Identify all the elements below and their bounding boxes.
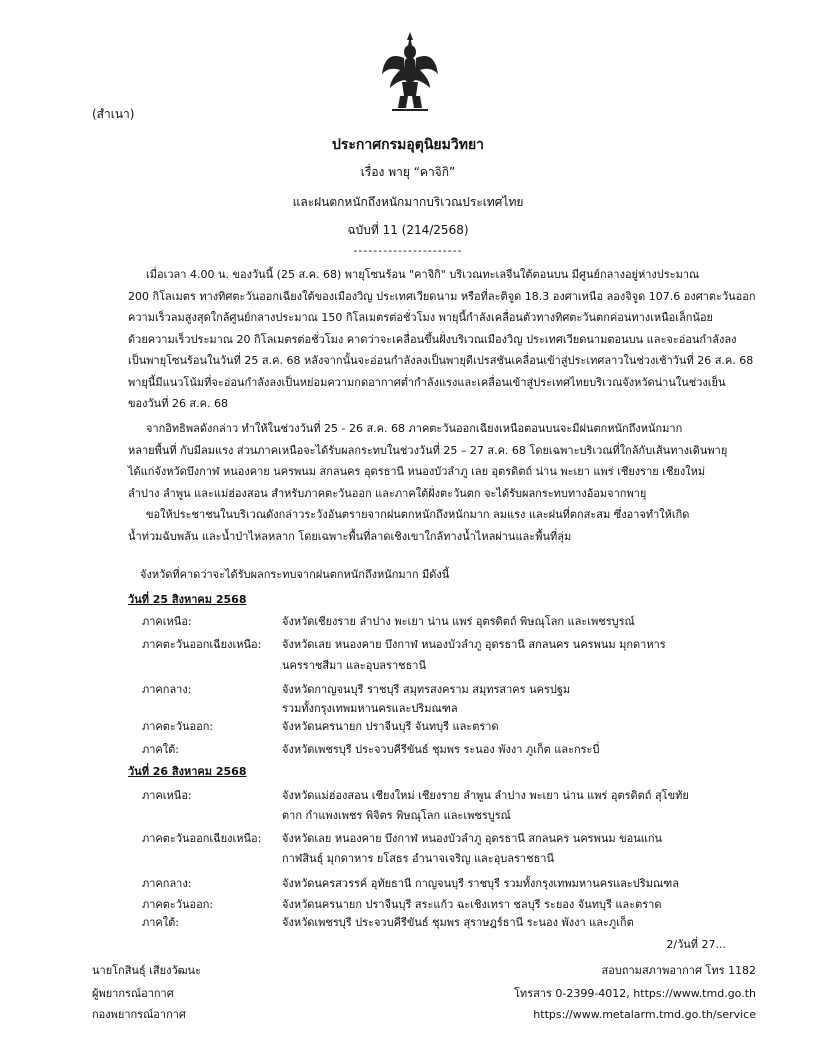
region-provinces: รวมทั้งกรุงเทพมหานครและปริมณฑล [282,702,458,715]
contact-fax-website[interactable]: โทรสาร 0-2399-4012, https://www.tmd.go.th [514,987,756,1000]
para3-line: น้ำท่วมฉับพลัน และน้ำป่าไหลหลาก โดยเฉพาะพื้นที่ลาดเชิงเขาใกล้ทางน้ำไหลผ่านและพื้นที่ลุ่ม [128,529,572,543]
region-provinces: จังหวัดเพชรบุรี ประจวบคีรีขันธ์ ชุมพร สุราษฎร์ธานี ระนอง พังงา และภูเก็ต [282,916,634,929]
header-divider: ---------------------- [353,244,463,257]
para2-line: จากอิทธิพลดังกล่าว ทำให้ในช่วงวันที่ 25 - 26 ส.ค. 68 ภาคตะวันออกเฉียงเหนือตอนบนจะมีฝนตกหนักถึงหนักมาก [146,422,683,435]
region-label: ภาคตะวันออก: [142,720,214,733]
region-label: ภาคตะวันออกเฉียงเหนือ: [142,832,262,845]
document-title: ประกาศกรมอุตุนิยมวิทยา [331,137,485,153]
service-website-link[interactable]: https://www.metalarm.tmd.go.th/service [533,1008,756,1021]
region-label: ภาคกลาง: [142,877,192,890]
day-date: วันที่ 25 สิงหาคม 2568 [128,593,247,606]
region-label: ภาคตะวันออกเฉียงเหนือ: [142,638,262,651]
region-label: ภาคตะวันออก: [142,898,214,911]
para3-line: ขอให้ประชาชนในบริเวณดังกล่าวระวังอันตรายจากฝนตกหนักถึงหนักมาก ลมแรง และฝนที่ตกสะสม ซึ่งอาจทำให้เกิด [146,508,690,521]
paragraph-warning [128,504,728,547]
region-provinces: จังหวัดเพชรบุรี ประจวบคีรีขันธ์ ชุมพร ระนอง พังงา ภูเก็ต และกระบี่ [282,743,600,756]
para1-line: ด้วยความเร็วประมาณ 20 กิโลเมตรต่อชั่วโมง คาดว่าจะเคลื่อนขึ้นฝั่งบริเวณเมืองวิญ ประเทศเวียดนามตอนบน และจะอ่อนกำลังลง [128,332,737,346]
para2-line: ได้แก่จังหวัดบึงกาฬ หนองคาย นครพนม สกลนคร อุดรธานี หนองบัวลำภู เลย อุตรดิตถ์ น่าน พะเยา แพร่ เชียงราย เชียงใหม่ [128,465,706,478]
para1-line: เมื่อเวลา 4.00 น. ของวันนี้ (25 ส.ค. 68) พายุโซนร้อน "คาจิกิ" บริเวณทะเลจีนใต้ตอนบน มีศูนย์กลางอยู่ห่างประมาณ [146,268,700,281]
region-label: ภาคกลาง: [142,683,192,696]
region-provinces: จังหวัดนครนายก ปราจีนบุรี จันทบุรี และตราด [282,720,499,733]
copy-mark: (สำเนา) [92,107,135,121]
region-provinces: ตาก กำแพงเพชร พิจิตร พิษณุโลก และเพชรบูรณ์ [282,809,511,822]
para2-line: หลายพื้นที่ กับมีลมแรง ส่วนภาคเหนือจะได้รับผลกระทบในช่วงวันที่ 25 – 27 ส.ค. 68 โดยเฉพาะบริเวณที่ใกล้กับเส้นทางเดินพายุ [128,443,728,457]
issue-number: ฉบับที่ 11 (214/2568) [347,223,469,237]
region-label: ภาคเหนือ: [142,789,192,802]
region-label: ภาคใต้: [142,743,180,756]
page-continuation: 2/วันที่ 27... [666,938,726,951]
forecaster-name: นายโกสินธุ์ เสียงวัฒนะ [92,964,201,977]
document-subject: เรื่อง พายุ “คาจิกิ” [360,165,456,179]
affected-intro: จังหวัดที่คาดว่าจะได้รับผลกระทบจากฝนตกหนักถึงหนักมาก มีดังนี้ [140,568,450,581]
region-provinces: จังหวัดนครสวรรค์ อุทัยธานี กาญจนบุรี ราชบุรี รวมทั้งกรุงเทพมหานครและปริมณฑล [282,877,680,890]
region-provinces: จังหวัดนครนายก ปราจีนบุรี สระแก้ว ฉะเชิงเทรา ชลบุรี ระยอง จันทบุรี และตราด [282,898,662,911]
forecaster-division: กองพยากรณ์อากาศ [92,1008,186,1021]
para2-line: ลำปาง ลำพูน และแม่ฮ่องสอน สำหรับภาคตะวันออก และภาคใต้ฝั่งตะวันตก จะได้รับผลกระทบทางอ้อมจากพายุ [128,486,647,500]
para1-line: 200 กิโลเมตร ทางทิศตะวันออกเฉียงใต้ของเมืองวิญ ประเทศเวียดนาม หรือที่ละติจูด 18.3 องศาเหนือ ลองจิจูด 107.6 องศาตะวันออก [128,289,756,303]
para1-line: ความเร็วลมสูงสุดใกล้ศูนย์กลางประมาณ 150 กิโลเมตรต่อชั่วโมง พายุนี้กำลังเคลื่อนตัวทางทิศตะวันตกค่อนทางเหนือเล็กน้อย [128,311,714,324]
garuda-emblem-icon [380,30,440,112]
region-provinces: จังหวัดเชียงราย ลำปาง พะเยา น่าน แพร่ อุตรดิตถ์ พิษณุโลก และเพชรบูรณ์ [282,615,635,628]
forecaster-role: ผู้พยากรณ์อากาศ [92,987,174,1000]
contact-phone: สอบถามสภาพอากาศ โทร 1182 [601,964,756,977]
region-provinces: จังหวัดเลย หนองคาย บึงกาฬ หนองบัวลำภู อุดรธานี สกลนคร นครพนม ขอนแก่น [282,832,663,845]
region-provinces: จังหวัดเลย หนองคาย บึงกาฬ หนองบัวลำภู อุดรธานี สกลนคร นครพนม มุกดาหาร [282,638,666,651]
day-date: วันที่ 26 สิงหาคม 2568 [128,765,247,778]
para1-line: เป็นพายุโซนร้อนในวันที่ 25 ส.ค. 68 หลังจากนั้นจะอ่อนกำลังลงเป็นพายุดีเปรสชันเคลื่อนเข้าสู่ประเทศลาวในช่วงเช้าวันที่ 26 ส.ค. 68 [128,354,754,367]
region-label: ภาคเหนือ: [142,615,192,628]
para1-line: พายุนี้มีแนวโน้มที่จะอ่อนกำลังลงเป็นหย่อมความกดอากาศต่ำกำลังแรงและเคลื่อนเข้าสู่ประเทศไทยบริเวณจังหวัดน่านในช่วงเย็น [128,375,726,389]
region-provinces: กาฬสินธุ์ มุกดาหาร ยโสธร อำนาจเจริญ และอุบลราชธานี [282,852,554,865]
paragraph-storm-status [128,264,756,415]
region-provinces: จังหวัดกาญจนบุรี ราชบุรี สมุทรสงคราม สมุทรสาคร นครปฐม [282,683,571,696]
document-subtitle: และฝนตกหนักถึงหนักมากบริเวณประเทศไทย [292,195,524,209]
region-provinces: จังหวัดแม่ฮ่องสอน เชียงใหม่ เชียงราย ลำพูน ลำปาง พะเยา น่าน แพร่ อุตรดิตถ์ สุโขทัย [282,789,689,802]
paragraph-impact [128,418,728,504]
region-label: ภาคใต้: [142,916,180,929]
region-provinces: นครราชสีมา และอุบลราชธานี [282,659,427,672]
para1-line: ของวันที่ 26 ส.ค. 68 [128,397,228,410]
